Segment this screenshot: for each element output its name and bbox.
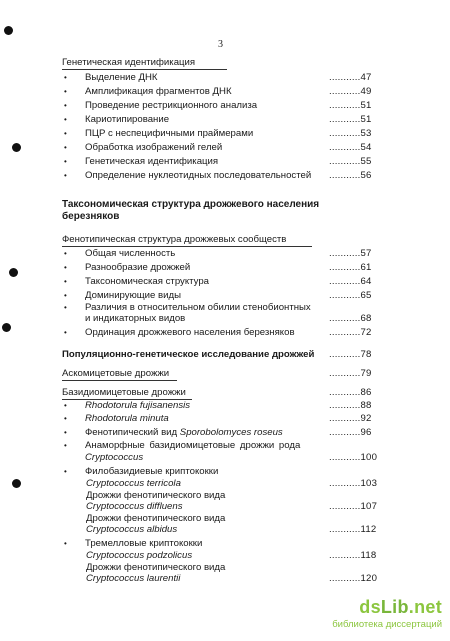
bullet-icon: • xyxy=(64,115,67,124)
section-heading-taxonomic: Таксономическая структура дрожжевого населения березняков xyxy=(62,199,320,222)
dslib-logo: dsLib.net xyxy=(359,597,442,617)
bullet-icon: • xyxy=(64,143,67,152)
bullet-icon: • xyxy=(64,101,67,110)
bullet-icon: • xyxy=(64,539,67,548)
bullet-icon: • xyxy=(64,263,67,272)
bullet-icon: • xyxy=(64,87,67,96)
document-page: 3 Генетическая идентификация • Выделение ДНК ...........47 • Амплификация фрагментов ДНК ...........49 • Проведение рестрикционного анализа ...........51 • Кариотипирование ...........51 • ПЦР с неспецифичными праймерами ...........53 • Обработка изображений гелей ...........54 • Генетическая идентификация ...........55 • Определение нуклеотидных последовательностей ...........56 Таксономическая структура дрожжевого населения березняков Фенотипическая структура дрожжевых сообществ • Общая численность ...........57 • Разнообразие дрожжей ...........61 • Таксономическая структура ...........64 • Доминирующие виды ...........65 • Различия в относительном обилии стенобионтных и индикаторных видов ...........68 • Ординация дрожжевого населения березняков ...........72 Популяционно-генетическое исследование дрожжей ...........78 Аскомицетовые дрожжи ...........79 Базидиомицетовые дрожжи ...........86 • Rhodotorula fujisanensis ...........88 • Rhodotorula minuta ...........92 • Фенотипический вид Sporobolomyces roseus ...........96 • Анаморфные базидиомицетовые дрожжи рода Cryptococcus ...........100 • Филобазидиевые криптококки Cryptococcus terricola ...........103 Дрожжи фенотипического вида Cryptococcus diffluens ...........107 Дрожжи фенотипического вида Cryptococcus albidus ...........112 • Тремелловые криптококки Cryptococcus podzolicus ...........118 Дрожжи фенотипического вида Cryptococcus laurentii ...........120 dsLib.net библиотека диссертаций xyxy=(0,0,450,641)
bullet-icon: • xyxy=(64,428,67,437)
bullet-icon: • xyxy=(64,328,67,337)
bullet-icon: • xyxy=(64,129,67,138)
bullet-icon: • xyxy=(64,157,67,166)
watermark-subtitle: библиотека диссертаций xyxy=(332,619,442,630)
heading-underline xyxy=(62,380,177,381)
bullet-icon: • xyxy=(64,401,67,410)
heading-underline xyxy=(62,69,227,70)
bullet-icon: • xyxy=(64,414,67,423)
binder-hole xyxy=(4,26,13,35)
binder-hole xyxy=(12,479,21,488)
bullet-icon: • xyxy=(64,441,67,450)
binder-hole xyxy=(12,143,21,152)
bullet-icon: • xyxy=(64,467,67,476)
dslib-watermark xyxy=(322,597,442,633)
binder-hole xyxy=(9,268,18,277)
binder-hole xyxy=(2,323,11,332)
heading-underline xyxy=(62,246,312,247)
bullet-icon: • xyxy=(64,73,67,82)
bullet-icon: • xyxy=(64,291,67,300)
page-number: 3 xyxy=(218,39,223,50)
bullet-icon: • xyxy=(64,171,67,180)
bullet-icon: • xyxy=(64,277,67,286)
bullet-icon: • xyxy=(64,249,67,258)
bullet-icon: • xyxy=(64,303,67,312)
